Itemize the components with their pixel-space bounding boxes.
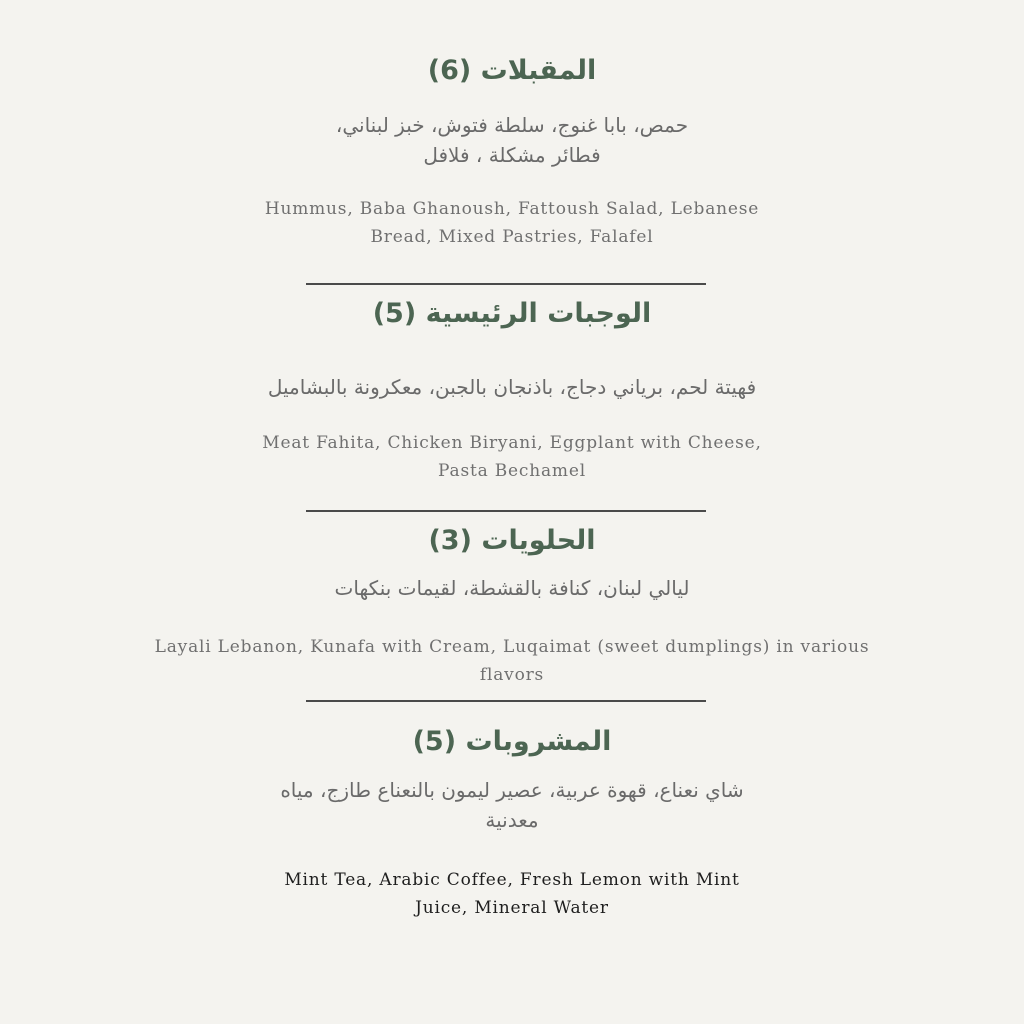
text-line: حمص، بابا غنوج، سلطة فتوش، خبز لبناني، bbox=[335, 113, 689, 137]
divider bbox=[306, 700, 706, 702]
text-line: معدنية bbox=[485, 808, 539, 832]
text-line: ليالي لبنان، كنافة بالقشطة، لقيمات بنكهات bbox=[334, 576, 690, 600]
text-line: Hummus, Baba Ghanoush, Fattoush Salad, Lebanese bbox=[264, 199, 760, 219]
text-line: Layali Lebanon, Kunafa with Cream, Luqaimat (sweet dumplings) in various bbox=[154, 637, 870, 657]
desserts-english bbox=[0, 633, 1024, 689]
text-line: Pasta Bechamel bbox=[438, 461, 586, 481]
drinks-english bbox=[0, 866, 1024, 922]
section-title-drinks: المشروبات (5) bbox=[412, 726, 612, 757]
main-dishes-arabic bbox=[0, 372, 1024, 402]
text-line: Bread, Mixed Pastries, Falafel bbox=[370, 227, 654, 247]
drinks-arabic bbox=[0, 775, 1024, 835]
divider bbox=[306, 283, 706, 285]
section-title-main-dishes: الوجبات الرئيسية (5) bbox=[372, 298, 652, 329]
text-line: Juice, Mineral Water bbox=[415, 898, 609, 918]
text-line: شاي نعناع، قهوة عربية، عصير ليمون بالنعناع طازج، مياه bbox=[280, 778, 744, 802]
main-dishes-english bbox=[0, 429, 1024, 485]
text-line: flavors bbox=[479, 665, 545, 685]
divider bbox=[306, 510, 706, 512]
text-line: فطائر مشكلة ، فلافل bbox=[423, 143, 601, 167]
section-title-appetizers: المقبلات (6) bbox=[427, 55, 597, 86]
text-line: فهيتة لحم، برياني دجاج، باذنجان بالجبن، معكرونة بالبشاميل bbox=[267, 375, 757, 399]
text-line: Mint Tea, Arabic Coffee, Fresh Lemon with Mint bbox=[284, 870, 740, 890]
text-line: Meat Fahita, Chicken Biryani, Eggplant with Cheese, bbox=[262, 433, 762, 453]
section-title-desserts: الحلويات (3) bbox=[428, 525, 596, 556]
desserts-arabic bbox=[0, 573, 1024, 603]
appetizers-english bbox=[0, 195, 1024, 251]
appetizers-arabic bbox=[0, 110, 1024, 170]
